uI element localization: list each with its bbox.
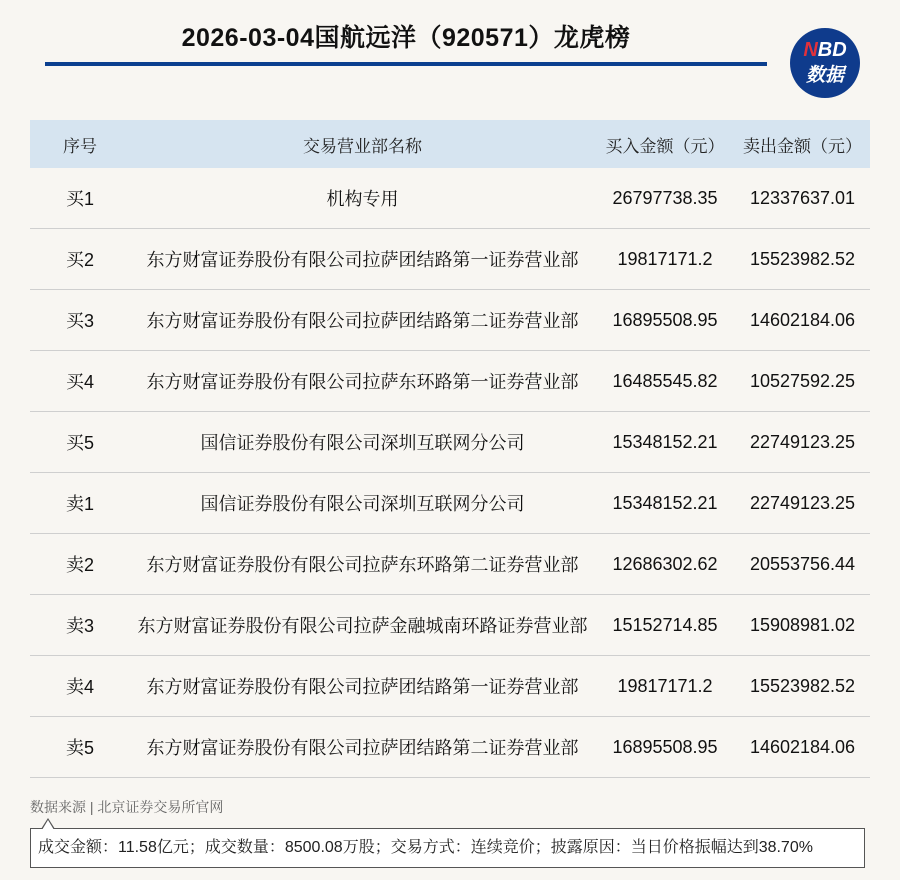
row-branch: 东方财富证券股份有限公司拉萨东环路第二证券营业部 — [130, 534, 595, 595]
col-header-seq: 序号 — [30, 120, 130, 168]
row-branch: 机构专用 — [130, 168, 595, 229]
row-sell: 15523982.52 — [735, 656, 870, 717]
logo-letters-bd: BD — [817, 39, 847, 61]
row-seq: 卖3 — [30, 595, 130, 656]
row-branch: 东方财富证券股份有限公司拉萨金融城南环路证券营业部 — [130, 595, 595, 656]
row-branch: 东方财富证券股份有限公司拉萨东环路第一证券营业部 — [130, 351, 595, 412]
row-seq: 卖4 — [30, 656, 130, 717]
table-row — [30, 473, 870, 534]
row-buy: 16895508.95 — [595, 717, 735, 778]
row-seq: 卖1 — [30, 473, 130, 534]
row-sell: 15908981.02 — [735, 595, 870, 656]
row-buy: 19817171.2 — [595, 656, 735, 717]
row-seq: 买4 — [30, 351, 130, 412]
table-row — [30, 229, 870, 290]
row-buy: 19817171.2 — [595, 229, 735, 290]
page-title: 2026-03-04国航远洋（920571）龙虎榜 — [181, 24, 631, 52]
table-row — [30, 717, 870, 778]
nbd-logo — [790, 28, 860, 98]
row-seq: 买1 — [30, 168, 130, 229]
row-branch: 东方财富证券股份有限公司拉萨团结路第二证券营业部 — [130, 717, 595, 778]
row-seq: 买3 — [30, 290, 130, 351]
trade-summary-note: 成交金额：11.58亿元；成交数量：8500.08万股；交易方式：连续竞价；披露原因：当日价格振幅达到38.70% — [30, 828, 865, 868]
table-row — [30, 656, 870, 717]
row-branch: 东方财富证券股份有限公司拉萨团结路第二证券营业部 — [130, 290, 595, 351]
row-branch: 东方财富证券股份有限公司拉萨团结路第一证券营业部 — [130, 656, 595, 717]
logo-letter-n: N — [803, 39, 818, 61]
row-buy: 12686302.62 — [595, 534, 735, 595]
table-row — [30, 351, 870, 412]
row-buy: 15348152.21 — [595, 473, 735, 534]
table-row — [30, 595, 870, 656]
logo-data-text: 数据 — [805, 65, 844, 86]
title-underline — [45, 62, 767, 66]
row-sell: 10527592.25 — [735, 351, 870, 412]
table-row — [30, 290, 870, 351]
col-header-branch: 交易营业部名称 — [130, 120, 595, 168]
data-source: 数据来源 | 北京证券交易所官网 — [30, 799, 224, 815]
row-branch: 国信证券股份有限公司深圳互联网分公司 — [130, 412, 595, 473]
row-branch: 东方财富证券股份有限公司拉萨团结路第一证券营业部 — [130, 229, 595, 290]
note-pointer-fill — [42, 820, 54, 830]
col-header-sell: 卖出金额（元） — [735, 120, 870, 168]
row-sell: 14602184.06 — [735, 717, 870, 778]
table-row — [30, 168, 870, 229]
dragon-tiger-table — [30, 120, 870, 778]
row-buy: 15348152.21 — [595, 412, 735, 473]
row-seq: 买5 — [30, 412, 130, 473]
row-branch: 国信证券股份有限公司深圳互联网分公司 — [130, 473, 595, 534]
row-buy: 16485545.82 — [595, 351, 735, 412]
row-sell: 15523982.52 — [735, 229, 870, 290]
col-header-buy: 买入金额（元） — [595, 120, 735, 168]
row-sell: 22749123.25 — [735, 473, 870, 534]
table-row — [30, 412, 870, 473]
row-seq: 买2 — [30, 229, 130, 290]
row-sell: 12337637.01 — [735, 168, 870, 229]
row-buy: 16895508.95 — [595, 290, 735, 351]
table-header-row — [30, 120, 870, 168]
row-buy: 15152714.85 — [595, 595, 735, 656]
row-sell: 20553756.44 — [735, 534, 870, 595]
row-seq: 卖2 — [30, 534, 130, 595]
row-sell: 14602184.06 — [735, 290, 870, 351]
row-buy: 26797738.35 — [595, 168, 735, 229]
row-seq: 卖5 — [30, 717, 130, 778]
row-sell: 22749123.25 — [735, 412, 870, 473]
table-row — [30, 534, 870, 595]
